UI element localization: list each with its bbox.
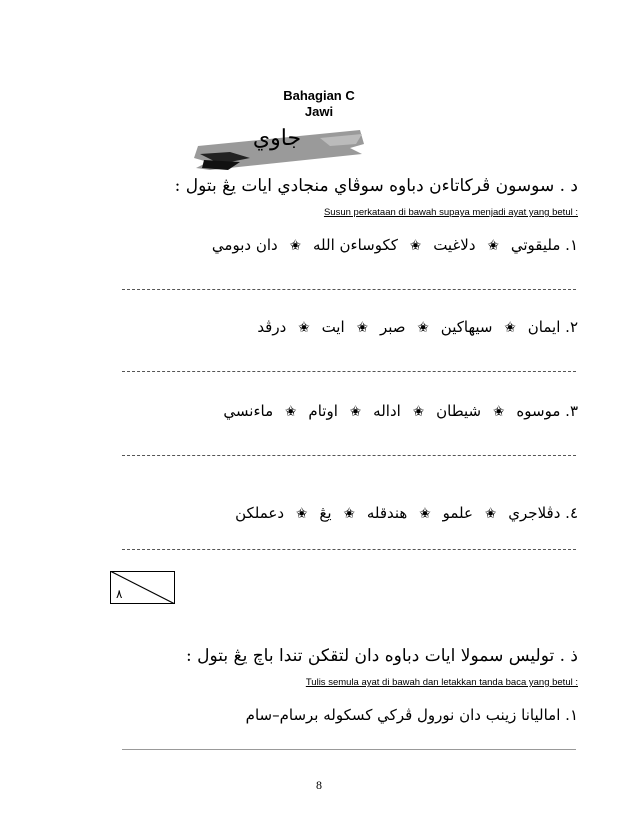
star-icon: ✬ (484, 506, 497, 522)
question-number: ١. (565, 236, 578, 254)
word: ايمان (527, 318, 561, 336)
star-icon: ✬ (487, 238, 500, 254)
section-dz-heading: ذ . توليس سمولا ايات دباوه دان لتقکن تندا باچ يڠ بتول : (185, 646, 578, 666)
word: صبر (379, 318, 406, 336)
word: ککوساءن الله (312, 236, 398, 254)
question-dz-1 (246, 706, 578, 724)
word: دڤلاجري (508, 504, 561, 522)
word: شيطان (436, 402, 482, 420)
question-1 (212, 236, 578, 254)
word: دلاغيت (433, 236, 476, 254)
star-icon: ✬ (343, 506, 356, 522)
word: اداله (373, 402, 401, 420)
section-d-instruction: Susun perkataan di bawah supaya menjadi ayat yang betul : (323, 207, 578, 218)
star-icon: ✬ (412, 404, 425, 420)
section-title: Bahagian C (283, 88, 355, 103)
word: ماءنسي (223, 402, 274, 420)
word: يڠ (319, 504, 332, 522)
answer-line (122, 371, 576, 372)
section-dz-instruction: Tulis semula ayat di bawah dan letakkan tanda baca yang betul : (305, 677, 578, 688)
word: دان دبومي (211, 236, 278, 254)
question-number: ١. (565, 706, 578, 724)
word: علمو (442, 504, 473, 522)
word: درڤد (257, 318, 287, 336)
answer-line (122, 455, 576, 456)
section-d-heading: د . سوسون ڤرکاتاءن دباوه سوڤاي منجادي ايات يڠ بتول : (174, 176, 578, 196)
star-icon: ✬ (492, 404, 505, 420)
star-icon: ✬ (356, 320, 369, 336)
star-icon: ✬ (295, 506, 308, 522)
section-subtitle: Jawi (304, 104, 334, 119)
answer-line (122, 749, 576, 750)
sentence: اماليانا زينب دان نورول ڤرکي کسکوله برسام–سام (245, 706, 561, 724)
word: دعملکن (235, 504, 285, 522)
word: ايت (321, 318, 345, 336)
question-3 (223, 402, 578, 420)
banner-label: جاوي (252, 126, 302, 151)
question-number: ٣. (565, 402, 578, 420)
answer-line (122, 289, 576, 290)
star-icon: ✬ (298, 320, 310, 336)
star-icon: ✬ (504, 320, 516, 336)
star-icon: ✬ (419, 506, 431, 522)
page-number: 8 (316, 778, 322, 792)
question-number: ٤. (565, 504, 578, 522)
question-2 (257, 318, 578, 336)
word: مليقوتي (510, 236, 561, 254)
question-4 (235, 504, 578, 522)
star-icon: ✬ (417, 320, 430, 336)
star-icon: ✬ (409, 238, 422, 254)
word: اوتام (308, 402, 338, 420)
question-number: ٢. (565, 318, 578, 336)
word: هندقله (366, 504, 408, 522)
star-icon: ✬ (289, 238, 302, 254)
word: موسوه (516, 402, 561, 420)
star-icon: ✬ (284, 404, 297, 420)
word: سيهاکين (440, 318, 493, 336)
score-value: ٨ (116, 587, 123, 601)
star-icon: ✬ (349, 404, 362, 420)
answer-line (122, 549, 576, 550)
